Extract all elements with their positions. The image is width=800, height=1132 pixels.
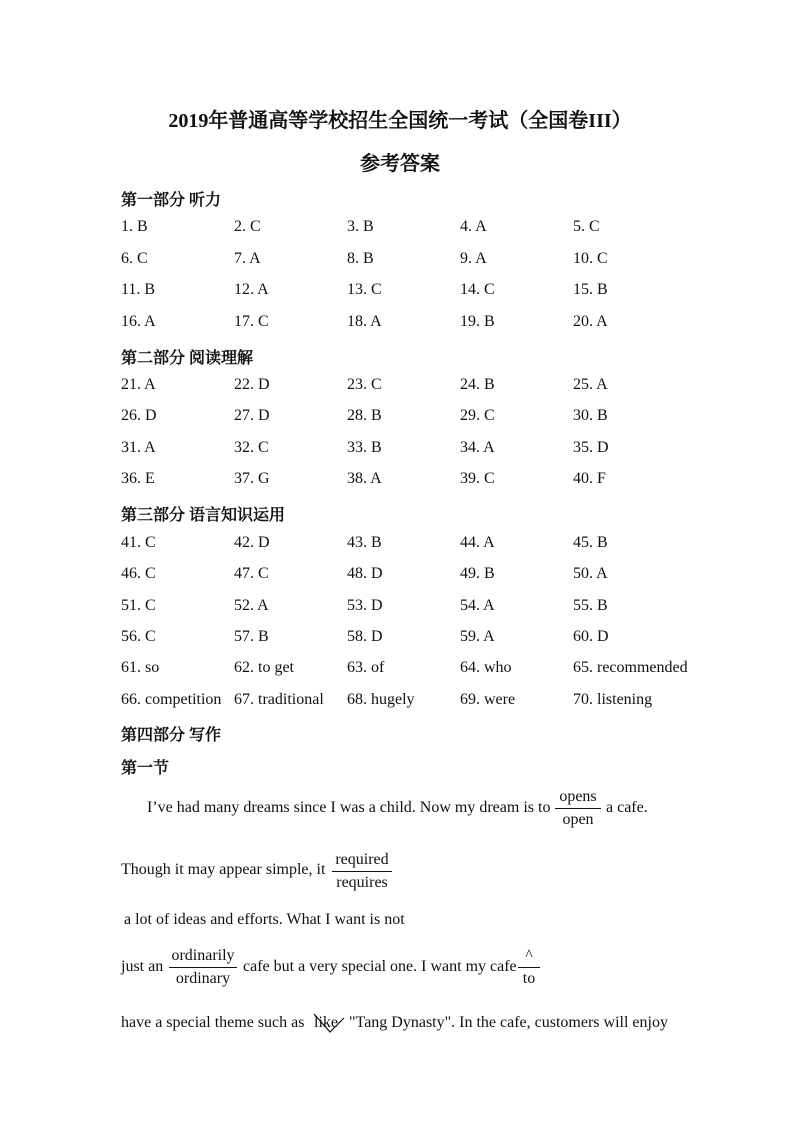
answer-cell: 64. who (460, 659, 512, 677)
answer-cell: 50. A (573, 565, 608, 583)
correction-original: required (335, 851, 389, 868)
answer-cell: 15. B (573, 281, 608, 298)
answer-cell: 66. competition (121, 690, 222, 708)
essay-line-2: Though it may appear simple, it (121, 861, 326, 878)
caret-mark: ^ (525, 947, 533, 964)
answer-cell: 17. C (234, 312, 269, 330)
answer-cell: 43. B (347, 534, 382, 551)
answer-cell: 44. A (460, 534, 495, 551)
answer-cell: 37. G (234, 469, 270, 487)
correction-fix: to (522, 970, 536, 987)
answer-cell: 33. B (347, 438, 382, 456)
answer-cell: 67. traditional (234, 690, 324, 708)
strike-mark-icon (312, 1010, 346, 1036)
answer-cell: 12. A (234, 281, 269, 298)
answer-row (121, 313, 721, 335)
correction-open (555, 787, 601, 830)
answer-cell: 39. C (460, 469, 495, 487)
essay-line-1: I’ve had many dreams since I was a child. Now my dream is to (147, 799, 551, 816)
section-heading-part2: 第二部分 阅读理解 (121, 350, 254, 367)
section-heading-part4: 第四部分 写作 (121, 727, 222, 744)
answer-cell: 62. to get (234, 659, 294, 677)
answer-cell: 2. C (234, 218, 261, 235)
answer-cell: 31. A (121, 438, 156, 456)
answer-cell: 30. B (573, 407, 608, 425)
correction-fix: open (562, 811, 594, 828)
answer-cell: 22. D (234, 376, 270, 393)
answer-cell: 68. hugely (347, 690, 415, 708)
answer-cell: 21. A (121, 376, 156, 393)
answer-cell: 18. A (347, 312, 382, 330)
answer-cell: 70. listening (573, 690, 653, 708)
answer-row (121, 250, 721, 272)
answer-cell: 34. A (460, 438, 495, 456)
essay-line-5: have a special theme such as (121, 1014, 305, 1031)
answer-cell: 32. C (234, 438, 269, 456)
answer-cell: 20. A (573, 312, 608, 330)
section-heading-part1: 第一部分 听力 (121, 192, 222, 209)
subsection-heading: 第一节 (121, 760, 170, 777)
answer-cell: 9. A (460, 249, 487, 267)
answer-cell: 23. C (347, 376, 382, 393)
answer-cell: 3. B (347, 218, 374, 235)
answer-cell: 36. E (121, 469, 155, 487)
answer-cell: 58. D (347, 627, 383, 645)
correction-fix: requires (336, 874, 388, 891)
correction-original: opens (559, 788, 597, 805)
answer-cell: 56. C (121, 627, 156, 645)
answer-row (121, 534, 721, 556)
answer-cell: 48. D (347, 565, 383, 583)
answer-row (121, 407, 721, 429)
answer-cell: 38. A (347, 469, 382, 487)
answer-row (121, 691, 721, 713)
answer-cell: 24. B (460, 376, 495, 393)
correction-ordinary (169, 946, 237, 989)
answer-cell: 69. were (460, 690, 516, 708)
answer-row (121, 597, 721, 619)
answer-cell: 40. F (573, 469, 606, 487)
answer-cell: 63. of (347, 659, 385, 677)
struck-word-text: like (314, 1014, 338, 1031)
answer-row (121, 376, 721, 398)
answer-cell: 28. B (347, 407, 382, 425)
answer-cell: 7. A (234, 249, 261, 267)
answer-cell: 47. C (234, 565, 269, 583)
section-heading-part3: 第三部分 语言知识运用 (121, 507, 286, 524)
answer-row (121, 628, 721, 650)
answer-cell: 51. C (121, 596, 156, 614)
answer-cell: 35. D (573, 438, 609, 456)
answer-row (121, 281, 721, 303)
answer-cell: 41. C (121, 534, 156, 551)
answer-cell: 52. A (234, 596, 269, 614)
answer-cell: 11. B (121, 281, 156, 298)
answer-cell: 55. B (573, 596, 608, 614)
essay-line-3: a lot of ideas and efforts. What I want is not (124, 911, 405, 928)
answer-cell: 19. B (460, 312, 495, 330)
answer-cell: 65. recommended (573, 659, 688, 677)
answer-cell: 10. C (573, 249, 608, 267)
correction-insert-to (518, 946, 540, 989)
answer-cell: 16. A (121, 312, 156, 330)
answer-cell: 29. C (460, 407, 495, 425)
answer-cell: 5. C (573, 218, 600, 235)
answer-cell: 61. so (121, 659, 160, 677)
answer-cell: 59. A (460, 627, 495, 645)
essay-line-1-end: a cafe. (606, 799, 648, 816)
answer-cell: 27. D (234, 407, 270, 425)
answer-row (121, 218, 721, 240)
answer-cell: 26. D (121, 407, 157, 425)
answer-row (121, 439, 721, 461)
answer-cell: 60. D (573, 627, 609, 645)
answer-row (121, 565, 721, 587)
answer-cell: 4. A (460, 218, 487, 235)
struck-word (314, 1014, 338, 1032)
answer-cell: 6. C (121, 249, 148, 267)
correction-original: ordinarily (171, 947, 235, 964)
answer-cell: 42. D (234, 534, 270, 551)
answer-row (121, 659, 721, 681)
answer-cell: 8. B (347, 249, 374, 267)
page-subtitle: 参考答案 (360, 153, 440, 175)
answer-cell: 1. B (121, 218, 148, 235)
correction-fix: ordinary (175, 970, 231, 987)
answer-row (121, 470, 721, 492)
page-title: 2019年普通高等学校招生全国统一考试（全国卷III） (168, 110, 632, 132)
answer-cell: 45. B (573, 534, 608, 551)
answer-cell: 49. B (460, 565, 495, 583)
essay-line-4: just an (121, 958, 164, 975)
answer-cell: 25. A (573, 376, 608, 393)
answer-cell: 54. A (460, 596, 495, 614)
answer-cell: 13. C (347, 281, 382, 298)
answer-cell: 53. D (347, 596, 383, 614)
answer-cell: 57. B (234, 627, 269, 645)
correction-requires (332, 850, 392, 893)
essay-line-5-cont: "Tang Dynasty". In the cafe, customers will enjoy (349, 1014, 668, 1031)
answer-cell: 46. C (121, 565, 156, 583)
essay-line-4-cont: cafe but a very special one. I want my cafe (243, 958, 517, 975)
answer-cell: 14. C (460, 281, 495, 298)
